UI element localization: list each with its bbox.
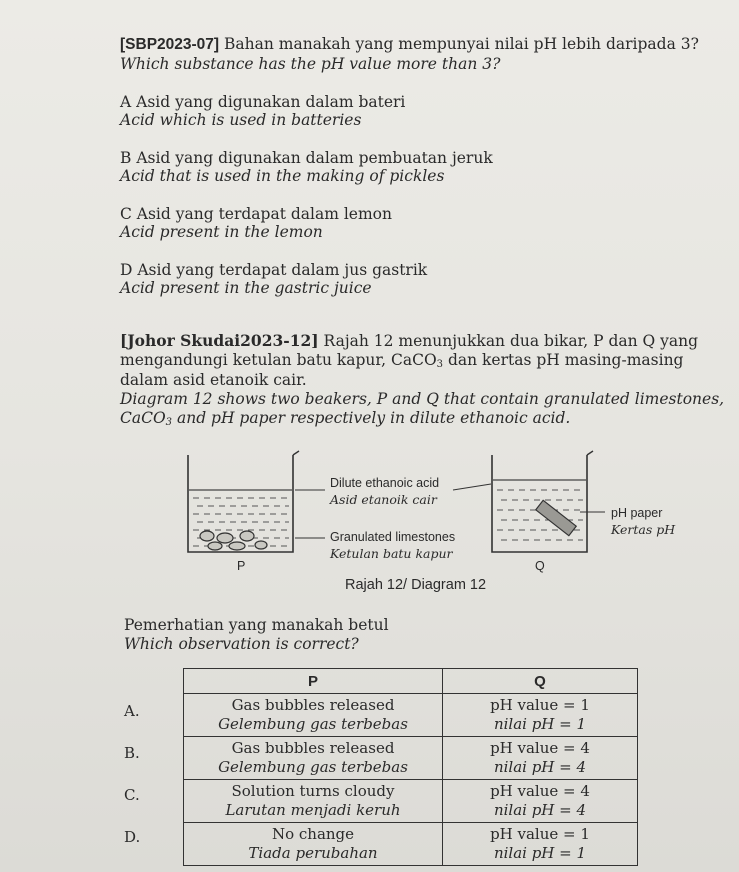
cell-text-en: pH value = 1 bbox=[490, 825, 590, 843]
q1-option-b-malay: B Asid yang digunakan dalam pembuatan jeruk bbox=[120, 149, 493, 167]
cell-text-my: Gelembung gas terbebas bbox=[218, 715, 408, 733]
cell-text-en: Gas bubbles released bbox=[231, 696, 395, 714]
beaker-p-drawing bbox=[188, 451, 299, 552]
q1-heading: [SBP2023-07] bbox=[120, 36, 220, 53]
label-beaker-q: Q bbox=[535, 559, 545, 573]
cell-text-en: pH value = 4 bbox=[490, 782, 590, 800]
cell-p-a bbox=[184, 694, 443, 737]
q1-option-d-malay: D Asid yang terdapat dalam jus gastrik bbox=[120, 261, 428, 279]
table-header-row bbox=[184, 669, 638, 694]
q1-question-english: Which substance has the pH value more than 3? bbox=[120, 55, 501, 73]
label-granulated-limestones: Granulated limestones bbox=[330, 530, 456, 544]
cell-q-b bbox=[443, 737, 638, 780]
label-kertas-ph: Kertas pH bbox=[611, 522, 676, 537]
q2-line1-text: Rajah 12 menunjukkan dua bikar, P dan Q yang bbox=[318, 332, 699, 350]
q2-en2-b: and pH paper respectively in dilute ethanoic acid. bbox=[172, 409, 571, 427]
cell-text-en: No change bbox=[271, 825, 355, 843]
col-header-q: Q bbox=[443, 669, 638, 694]
q1-option-a-english: Acid which is used in batteries bbox=[120, 111, 362, 129]
label-ketulan-batu-kapur: Ketulan batu kapur bbox=[330, 546, 453, 561]
cell-p-d bbox=[184, 823, 443, 866]
diagram-caption: Rajah 12/ Diagram 12 bbox=[345, 577, 487, 593]
q2-line2-a: mengandungi ketulan batu kapur, CaCO bbox=[120, 351, 437, 369]
label-beaker-p: P bbox=[237, 559, 246, 573]
cell-text-my: Larutan menjadi keruh bbox=[225, 801, 401, 819]
cell-text-en: Solution turns cloudy bbox=[231, 782, 395, 800]
q2-english-line1: Diagram 12 shows two beakers, P and Q that contain granulated limestones, bbox=[120, 390, 725, 408]
table-row bbox=[184, 823, 638, 866]
cell-text-my: nilai pH = 4 bbox=[493, 758, 587, 776]
q1-text-malay: Bahan manakah yang mempunyai nilai pH lebih daripada 3? bbox=[219, 35, 699, 53]
q2-line2-b: dan kertas pH masing-masing bbox=[443, 351, 684, 369]
label-ph-paper: pH paper bbox=[611, 506, 663, 520]
q2-question-english: Which observation is correct? bbox=[124, 635, 359, 653]
q2-line2-subscript: 3 bbox=[436, 359, 444, 370]
option-letter-a: A. bbox=[124, 702, 140, 720]
cell-q-a bbox=[443, 694, 638, 737]
q2-intro-line1 bbox=[120, 331, 698, 351]
cell-text-en: pH value = 1 bbox=[490, 696, 590, 714]
cell-text-my: nilai pH = 4 bbox=[493, 801, 587, 819]
q1-option-d-english: Acid present in the gastric juice bbox=[120, 279, 372, 297]
q2-heading: [Johor Skudai2023-12] bbox=[120, 331, 319, 350]
cell-q-c bbox=[443, 780, 638, 823]
q1-option-c-english: Acid present in the lemon bbox=[120, 223, 323, 241]
cell-text-my: Tiada perubahan bbox=[248, 844, 378, 862]
cell-text-en: pH value = 4 bbox=[490, 739, 590, 757]
q2-question-malay: Pemerhatian yang manakah betul bbox=[124, 616, 389, 634]
cell-q-d bbox=[443, 823, 638, 866]
cell-text-my: nilai pH = 1 bbox=[493, 715, 587, 733]
label-dilute-ethanoic-acid: Dilute ethanoic acid bbox=[330, 476, 440, 490]
table-row bbox=[184, 694, 638, 737]
option-letter-c: C. bbox=[124, 786, 140, 804]
col-header-p: P bbox=[184, 669, 443, 694]
table-row bbox=[184, 780, 638, 823]
cell-text-my: nilai pH = 1 bbox=[493, 844, 587, 862]
q1-question-malay bbox=[120, 34, 699, 55]
cell-text-en: Gas bubbles released bbox=[231, 739, 395, 757]
q1-option-a-malay: A Asid yang digunakan dalam bateri bbox=[120, 93, 406, 111]
q2-english-line2 bbox=[120, 408, 570, 433]
limestone-lumps bbox=[200, 531, 267, 550]
cell-p-b bbox=[184, 737, 443, 780]
q2-en2-a: CaCO bbox=[120, 409, 166, 427]
answer-table bbox=[183, 668, 638, 866]
q2-intro-line3: dalam asid etanoik cair. bbox=[120, 371, 307, 389]
q2-en2-subscript: 3 bbox=[165, 417, 173, 428]
option-letter-b: B. bbox=[124, 744, 140, 762]
label-asid-etanoik-cair: Asid etanoik cair bbox=[330, 492, 437, 507]
option-letter-d: D. bbox=[124, 828, 141, 846]
cell-p-c bbox=[184, 780, 443, 823]
cell-text-my: Gelembung gas terbebas bbox=[218, 758, 408, 776]
beaker-q-drawing bbox=[492, 451, 593, 552]
diagram-12 bbox=[185, 450, 685, 580]
table-row bbox=[184, 737, 638, 780]
q1-option-b-english: Acid that is used in the making of pickles bbox=[120, 167, 445, 185]
q1-option-c-malay: C Asid yang terdapat dalam lemon bbox=[120, 205, 392, 223]
